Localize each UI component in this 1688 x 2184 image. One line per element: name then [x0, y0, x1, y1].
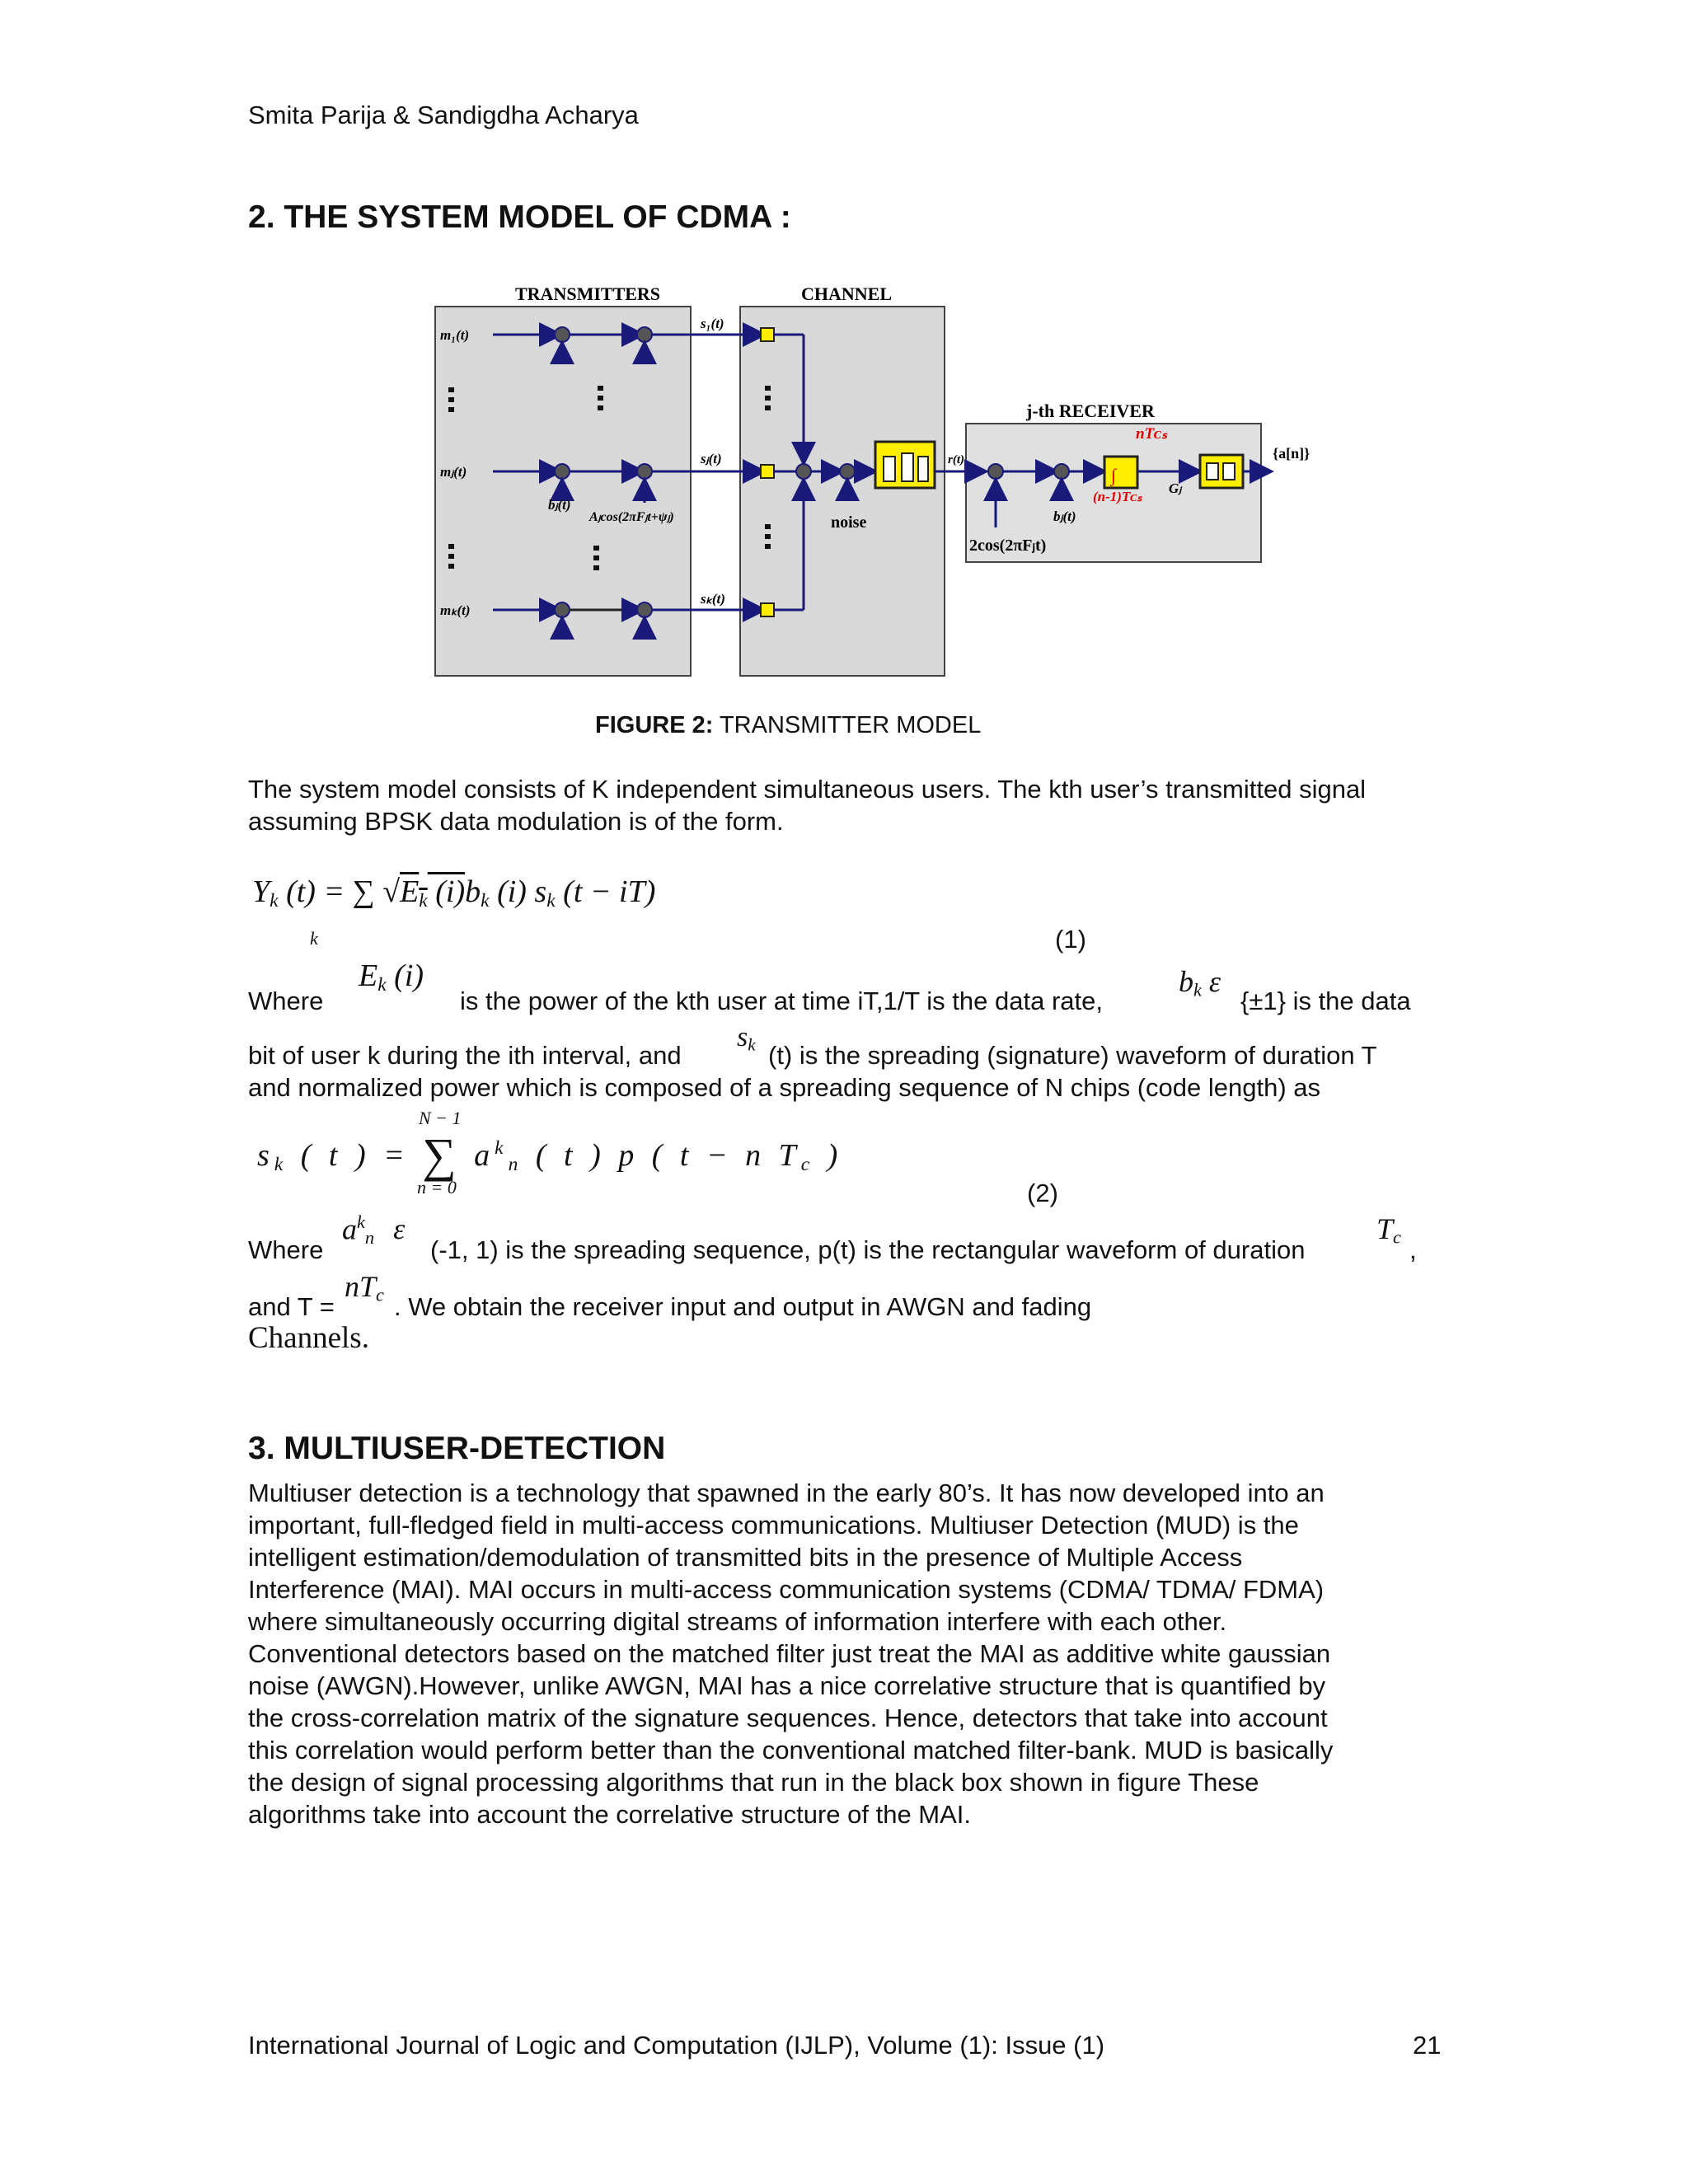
body-line: the design of signal processing algorithms that run in the black box shown in figure These — [248, 1768, 1259, 1797]
section-3-body — [248, 1477, 1442, 1830]
caption-text: TRANSMITTER MODEL — [713, 712, 982, 738]
and-t-label: and T = — [248, 1292, 335, 1321]
svg-text:∫: ∫ — [1111, 465, 1117, 485]
receiver-label: j-th RECEIVER — [1026, 401, 1155, 421]
equation-1-number: (1) — [1055, 925, 1086, 954]
rx-carrier-label: 2cos(2πFⱼt) — [969, 537, 1047, 555]
carrier-label: Aⱼcos(2πFⱼt+ψⱼ) — [589, 510, 674, 524]
tc-symbol: $T_c$ — [1376, 1212, 1401, 1248]
equation-2-number: (2) — [1027, 1179, 1058, 1207]
ek-symbol: $E_k$ (i) — [359, 958, 424, 996]
bk-symbol: $b_k$ ε — [1179, 965, 1221, 1001]
where-2-comma: , — [1409, 1235, 1417, 1264]
sk-label: sₖ(t) — [701, 591, 725, 607]
output-label: {a[n]} — [1273, 445, 1311, 462]
mj-label: mⱼ(t) — [440, 464, 467, 480]
akn-symbol: $a^k_n$ ε — [342, 1212, 406, 1248]
figure-caption — [595, 712, 981, 739]
equation-2-lower-limit: n = 0 — [417, 1177, 457, 1197]
body-line: Multiuser detection is a technology that spawned in the early 80’s. It has now developed into an — [248, 1479, 1325, 1507]
body-line: the cross-correlation matrix of the signature sequences. Hence, detectors that take into account — [248, 1704, 1328, 1732]
caption-label: FIGURE 2: — [595, 712, 714, 738]
ntcs-label: nTᴄₛ — [1136, 425, 1168, 443]
line-3: and normalized power which is composed of a spreading sequence of N chips (code length) as — [248, 1073, 1321, 1102]
body-line: intelligent estimation/demodulation of transmitted bits in the presence of Multiple Access — [248, 1543, 1243, 1572]
n1tcs-label: (n-1)Tᴄₛ — [1093, 489, 1142, 504]
equation-2-upper-limit: N − 1 — [419, 1108, 462, 1128]
mk-label: mₖ(t) — [440, 602, 471, 618]
equation-1-sum-index: k — [310, 928, 318, 949]
body-line: noise (AWGN).However, unlike AWGN, MAI has a nice correlative structure that is quantified by — [248, 1671, 1326, 1700]
rt-label: r(t) — [948, 453, 964, 466]
section-3-title: 3. MULTIUSER-DETECTION — [248, 1431, 666, 1466]
where-2-label: Where — [248, 1235, 324, 1264]
sk-symbol: $s_k$ — [737, 1022, 756, 1055]
cdma-system-figure — [429, 280, 1335, 684]
gj-label: Gⱼ — [1169, 480, 1182, 496]
line-2-end: (t) is the spreading (signature) waveform of duration T — [768, 1041, 1377, 1070]
channels-word: Channels. — [248, 1321, 369, 1355]
noise-label: noise — [831, 513, 867, 532]
ntc-symbol: $nT_c$ — [345, 1270, 384, 1305]
where-1-text: is the power of the kth user at time iT,1/T is the data rate, — [460, 987, 1103, 1015]
where-1-end: {±1} is the data — [1240, 987, 1411, 1015]
footer-journal: International Journal of Logic and Computation (IJLP), Volume (1): Issue (1) — [248, 2031, 1105, 2060]
body-line: algorithms take into account the correlative structure of the MAI. — [248, 1800, 972, 1829]
bj-label: bⱼ(t) — [548, 497, 571, 513]
transmitters-label: TRANSMITTERS — [515, 284, 661, 304]
sj-label: sⱼ(t) — [701, 451, 722, 466]
equation-1: $Y_k$ (t) = ∑ $√E_k$ $(i)b_k$ (i) $s_k$ (t − iT) — [252, 874, 656, 912]
m1-label: m₁(t) — [440, 327, 470, 343]
running-header: Smita Parija & Sandigdha Acharya — [248, 101, 639, 129]
line-2-start: bit of user k during the ith interval, and — [248, 1041, 682, 1070]
equation-2: $s_k$ ( t ) = ∑ $a^k_n$ ( t ) p ( t − n $T_c$ ) — [257, 1128, 843, 1182]
where-1-label: Where — [248, 987, 324, 1015]
bj-rx-label: bⱼ(t) — [1053, 509, 1076, 524]
body-line: this correlation would perform better than the conventional matched filter-bank. MUD is basically — [248, 1736, 1334, 1765]
channel-box — [740, 307, 945, 676]
and-t-text: . We obtain the receiver input and output in AWGN and fading — [394, 1292, 1092, 1321]
body-line: where simultaneously occurring digital streams of information interfere with each other. — [248, 1607, 1227, 1636]
footer-page-number: 21 — [1413, 2031, 1442, 2060]
channel-label: CHANNEL — [801, 284, 893, 304]
s1-label: s₁(t) — [701, 316, 724, 331]
section-2-title: 2. THE SYSTEM MODEL OF CDMA : — [248, 199, 791, 235]
body-line: Conventional detectors based on the matched filter just treat the MAI as additive white gaussian — [248, 1639, 1331, 1668]
body-line: important, full-fledged field in multi-access communications. Multiuser Detection (MUD) is the — [248, 1511, 1299, 1540]
where-2-text: (-1, 1) is the spreading sequence, p(t) is the rectangular waveform of duration — [430, 1235, 1306, 1264]
paragraph-system-model: The system model consists of K independent simultaneous users. The kth user’s transmitted signal assuming BPSK data modulation is of the form. — [248, 775, 1367, 836]
integrator-block — [1104, 457, 1137, 488]
body-line: Interference (MAI). MAI occurs in multi-access communication systems (CDMA/ TDMA/ FDMA) — [248, 1575, 1325, 1604]
